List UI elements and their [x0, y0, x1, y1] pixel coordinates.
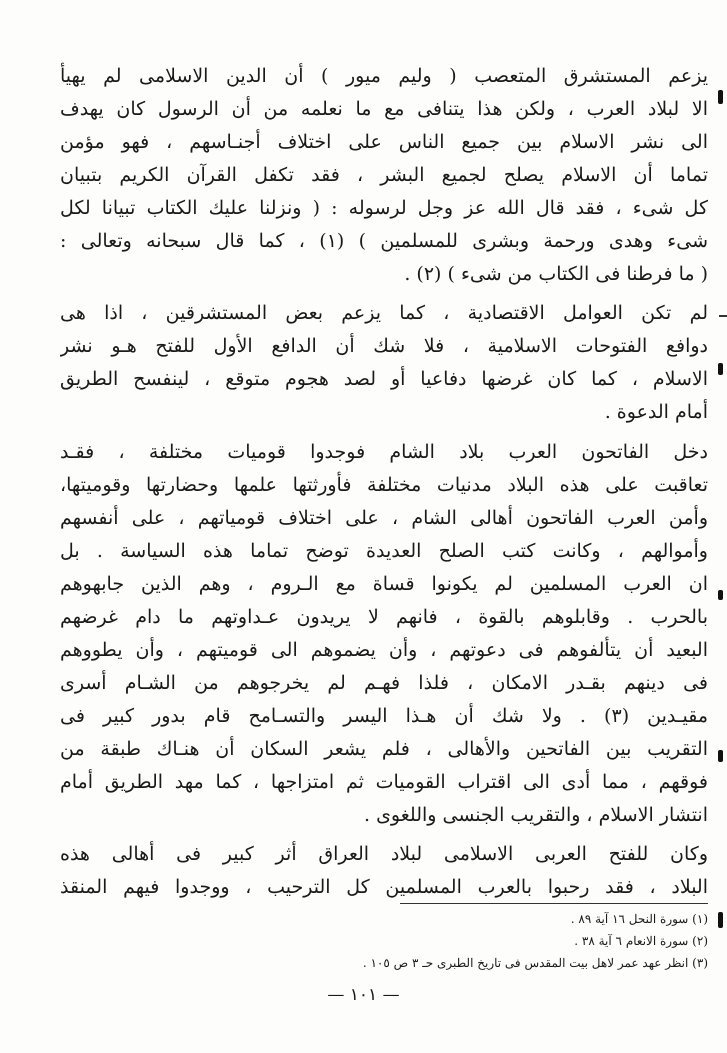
footnote-2: (٢) سورة الانعام ٦ آية ٣٨ .	[574, 934, 708, 948]
binding-mark	[718, 750, 723, 762]
text-line: دوافع الفتوحات الاسلامية ، فلا شك أن الدافع الأول للفتح هـو نشر	[60, 335, 708, 357]
text-line: التقريب بين الفاتحين والأهالى ، فلم يشعر السكان أن هنـاك طبقة من	[60, 738, 708, 760]
footnote-1: (١) سورة النحل ١٦ آية ٨٩ .	[570, 912, 708, 926]
paragraph-4	[60, 838, 708, 904]
paragraph-2	[60, 297, 708, 429]
text-line: وأموالهم ، وكانت كتب الصلح العديدة توضح تماما هذه السياسة . بل	[60, 540, 708, 562]
text-line: الى نشر الاسلام بين جميع الناس على اختلاف أجنـاسهم ، فهو مؤمن	[60, 131, 708, 153]
text-line: شىء وهدى ورحمة وبشرى للمسلمين ) (١) ، كما قال سبحانه وتعالى :	[60, 230, 708, 252]
text-line: تماما أن الاسلام يصلح لجميع البشر ، فقد تكفل القرآن الكريم بتبيان	[60, 164, 708, 186]
text-line: لم تكن العوامل الاقتصادية ، كما يزعم بعض المستشرقين ، اذا هى	[60, 302, 708, 324]
text-line: كل شىء ، فقد قال الله عز وجل لرسوله : ( ونزلنا عليك الكتاب تبيانا لكل	[60, 197, 708, 219]
text-line: وأمن العرب الفاتحون أهالى الشام ، على اختلاف قومياتهم ، على أنفسهم	[60, 507, 708, 529]
text-line: الا لبلاد العرب ، ولكن هذا يتنافى مع ما نعلمه من أن الرسول كان يهدف	[60, 98, 708, 120]
binding-mark	[718, 590, 723, 600]
text-line: مقيـدين (٣) . ولا شك أن هـذا اليسر والتسـامح قام بدور كبير فى	[60, 705, 708, 727]
text-line: دخل الفاتحون العرب بلاد الشام فوجدوا قوميات مختلفة ، فقـد	[60, 441, 708, 463]
text-line: أمام الدعوة .	[604, 401, 708, 423]
paragraph-1	[60, 60, 708, 291]
text-line: وكان للفتح العربى الاسلامى لبلاد العراق أثر كبير فى أهالى هذه	[60, 843, 708, 865]
text-line: فوقهم ، مما أدى الى اقتراب القوميات ثم امتزاجها ، كما مهد الطريق أمام	[60, 771, 708, 793]
text-line: فى دينهم بقـدر الامكان ، فلذا فهـم لم يخرجوهم من الشـام أسرى	[60, 672, 708, 694]
footnote-divider	[400, 903, 708, 904]
text-line: بالحرب . وقابلوهم بالقوة ، فانهم لا يريدون عـداوتهم ما دام غرضهم	[60, 606, 708, 628]
page-number: — ١٠١ —	[327, 985, 400, 1005]
binding-mark	[718, 912, 723, 928]
text-line: الاسلام ، كما كان غرضها دفاعيا أو لصد هجوم متوقع ، لينفسح الطريق	[60, 368, 708, 390]
text-line: ان العرب المسلمين لم يكونوا قساة مع الـروم ، وهم الذين جابهوهم	[60, 573, 708, 595]
text-line: البلاد ، فقد رحبوا بالعرب المسلمين كل الترحيب ، ووجدوا فيهم المنقذ	[60, 876, 708, 898]
text-line: تعاقبت على هذه البلاد مدنيات مختلفة فأورثتها علمها وحضارتها وقوميتها،	[60, 474, 708, 496]
text-line: يزعم المستشرق المتعصب ( وليم ميور ) أن الدين الاسلامى لم يهيأ	[60, 65, 708, 87]
binding-mark	[718, 363, 723, 375]
binding-tick	[719, 315, 727, 317]
text-line: البعيد أن يتألفوهم فى دعوتهم ، وأن يضموهم الى قوميتهم ، وأن يطووهم	[60, 639, 708, 661]
paragraph-3	[60, 436, 708, 832]
footnote-3: (٣) انظر عهد عمر لاهل بيت المقدس فى تاريخ الطبرى حـ ٣ ص ١٠٥ .	[362, 956, 708, 970]
footnotes	[120, 908, 708, 974]
text-line: ( ما فرطنا فى الكتاب من شىء ) (٢) .	[404, 263, 708, 285]
text-line: انتشار الاسلام ، والتقريب الجنسى واللغوى .	[363, 804, 708, 826]
binding-mark	[718, 90, 723, 104]
